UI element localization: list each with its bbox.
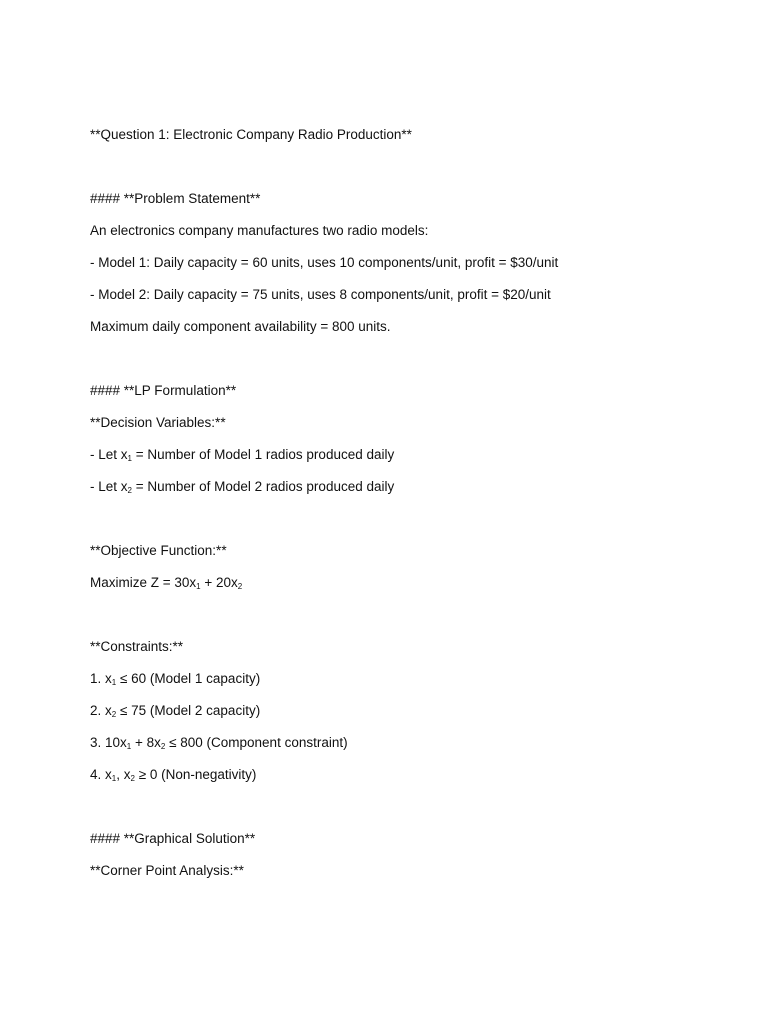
var2-suffix: = Number of Model 2 radios produced daily: [131, 479, 395, 494]
decision-variable-x1: [90, 446, 394, 464]
c3-part-c: ≤ 800 (Component constraint): [165, 735, 348, 750]
constraint-4: [90, 766, 256, 784]
model2-description: - Model 2: Daily capacity = 75 units, uses 8 components/unit, profit = $20/unit: [90, 287, 551, 302]
c1-part-a: 1. x: [90, 671, 112, 686]
c4-sub2: 2: [130, 774, 135, 783]
max-components: Maximum daily component availability = 800 units.: [90, 319, 391, 334]
problem-intro: An electronics company manufactures two radio models:: [90, 223, 429, 238]
document-title: **Question 1: Electronic Company Radio Production**: [90, 127, 412, 142]
lp-formulation-heading: #### **LP Formulation**: [90, 383, 237, 398]
constraints-heading: **Constraints:**: [90, 639, 184, 654]
objective-function-heading: **Objective Function:**: [90, 543, 227, 558]
decision-variable-x2: [90, 478, 394, 496]
c4-part-a: 4. x: [90, 767, 112, 782]
objective-function: [90, 574, 242, 592]
c3-sub2: 2: [160, 742, 166, 751]
c2-sub1: 2: [111, 710, 117, 719]
objective-part-b: + 20x: [200, 575, 238, 590]
c2-part-a: 2. x: [90, 703, 112, 718]
var2-prefix: - Let x: [90, 479, 128, 494]
var1-prefix: - Let x: [90, 447, 128, 462]
c1-sub1: 1: [111, 678, 117, 687]
c4-part-c: ≥ 0 (Non-negativity): [134, 767, 257, 782]
c3-sub1: 1: [126, 742, 132, 751]
constraint-3: [90, 734, 348, 752]
objective-sub2: 2: [237, 582, 243, 591]
objective-part-a: Maximize Z = 30x: [90, 575, 197, 590]
c4-sub1: 1: [111, 774, 117, 783]
c4-part-b: , x: [116, 767, 131, 782]
c1-part-b: ≤ 60 (Model 1 capacity): [116, 671, 261, 686]
c2-part-b: ≤ 75 (Model 2 capacity): [116, 703, 261, 718]
model1-description: - Model 1: Daily capacity = 60 units, uses 10 components/unit, profit = $30/unit: [90, 255, 559, 270]
problem-statement-heading: #### **Problem Statement**: [90, 191, 261, 206]
constraint-2: [90, 702, 260, 720]
c3-part-b: + 8x: [131, 735, 161, 750]
graphical-solution-heading: #### **Graphical Solution**: [90, 831, 256, 846]
var1-subscript: 1: [127, 454, 132, 463]
var2-subscript: 2: [127, 486, 132, 495]
c3-part-a: 3. 10x: [90, 735, 127, 750]
var1-suffix: = Number of Model 1 radios produced daily: [131, 447, 395, 462]
corner-point-analysis-heading: **Corner Point Analysis:**: [90, 863, 244, 878]
decision-variables-heading: **Decision Variables:**: [90, 415, 226, 430]
constraint-1: [90, 670, 260, 688]
objective-sub1: 1: [196, 582, 201, 591]
